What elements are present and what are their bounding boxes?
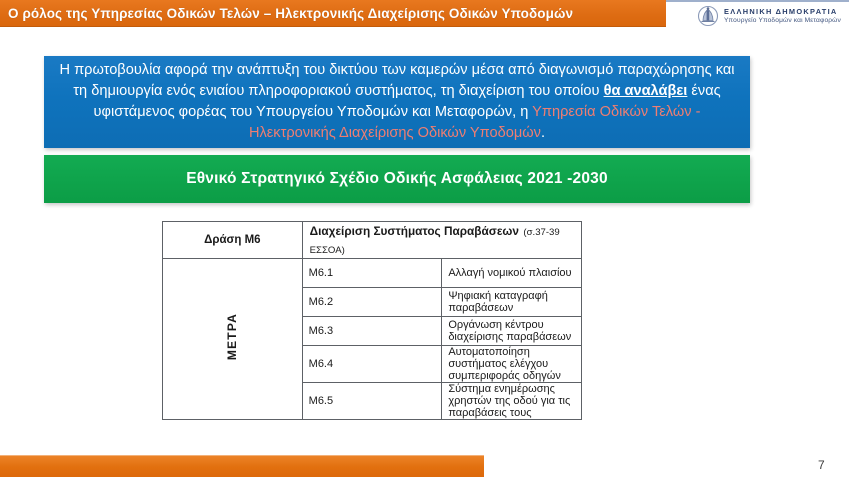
measures-table	[162, 221, 582, 420]
measures-vertical-cell	[163, 259, 303, 420]
measure-code: Μ6.2	[302, 288, 442, 317]
desc-segment-period: .	[540, 125, 546, 141]
table-header-title-main: Διαχείριση Συστήματος Παραβάσεων	[309, 224, 519, 238]
emblem-ministry-label: Υπουργείο Υποδομών και Μεταφορών	[724, 16, 841, 24]
initiative-description-panel	[44, 56, 750, 148]
table-row	[163, 259, 582, 288]
measure-description: Οργάνωση κέντρου διαχείρισης παραβάσεων	[442, 317, 582, 346]
measure-code: Μ6.1	[302, 259, 442, 288]
greek-republic-seal-icon	[697, 5, 719, 27]
strategic-plan-title: Εθνικό Στρατηγικό Σχέδιο Οδικής Ασφάλειας 2021 -2030	[186, 170, 608, 187]
measures-vertical-label: ΜΕΤΡΑ	[225, 312, 240, 361]
table-header-title-cell	[302, 222, 581, 259]
measure-description: Αλλαγή νομικού πλαισίου	[442, 259, 582, 288]
measure-description: Ψηφιακή καταγραφή παραβάσεων	[442, 288, 582, 317]
table-header-action-cell: Δράση Μ6	[163, 222, 303, 259]
table-header-row	[163, 222, 582, 259]
measures-table-container	[162, 221, 582, 420]
header-bar	[0, 0, 666, 27]
table-header-title-sub: (σ.37-39 ΕΣΣΟΑ)	[309, 227, 560, 256]
desc-segment-agency-name: Υπηρεσία Οδικών Τελών - Ηλεκτρονικής Διαχείρισης Οδικών Υποδομών	[248, 104, 701, 141]
desc-segment-plain-2: ένας υφιστάμενος φορέας του Υπουργείου Υποδομών και Μεταφορών, η	[93, 83, 721, 120]
ministry-emblem	[697, 3, 845, 29]
desc-segment-plain-1: Η πρωτοβουλία αφορά την ανάπτυξη του δικτύου των καμερών μέσα από διαγωνισμό παραχώρησης και τη δημιουργία ενός ενιαίου πληροφοριακού συστήματος, τη διαχείριση του οποίου	[59, 62, 735, 99]
measure-code: Μ6.5	[302, 383, 442, 420]
measure-code: Μ6.3	[302, 317, 442, 346]
measure-description: Αυτοματοποίηση συστήματος ελέγχου συμπεριφοράς οδηγών	[442, 346, 582, 383]
strategic-plan-banner	[44, 155, 750, 203]
footer-bar	[0, 455, 484, 477]
page-title: Ο ρόλος της Υπηρεσίας Οδικών Τελών – Ηλεκτρονικής Διαχείρισης Οδικών Υποδομών	[8, 6, 574, 21]
emblem-text-block	[724, 8, 841, 24]
desc-segment-emphasis: θα αναλάβει	[603, 83, 688, 99]
page-number: 7	[818, 458, 825, 472]
measure-description: Σύστημα ενημέρωσης χρηστών της οδού για τις παραβάσεις τους	[442, 383, 582, 420]
emblem-republic-label: ΕΛΛΗΝΙΚΗ ΔΗΜΟΚΡΑΤΙΑ	[724, 6, 838, 16]
measure-code: Μ6.4	[302, 346, 442, 383]
initiative-description-text	[58, 60, 736, 144]
header-divider-rule	[666, 0, 849, 2]
